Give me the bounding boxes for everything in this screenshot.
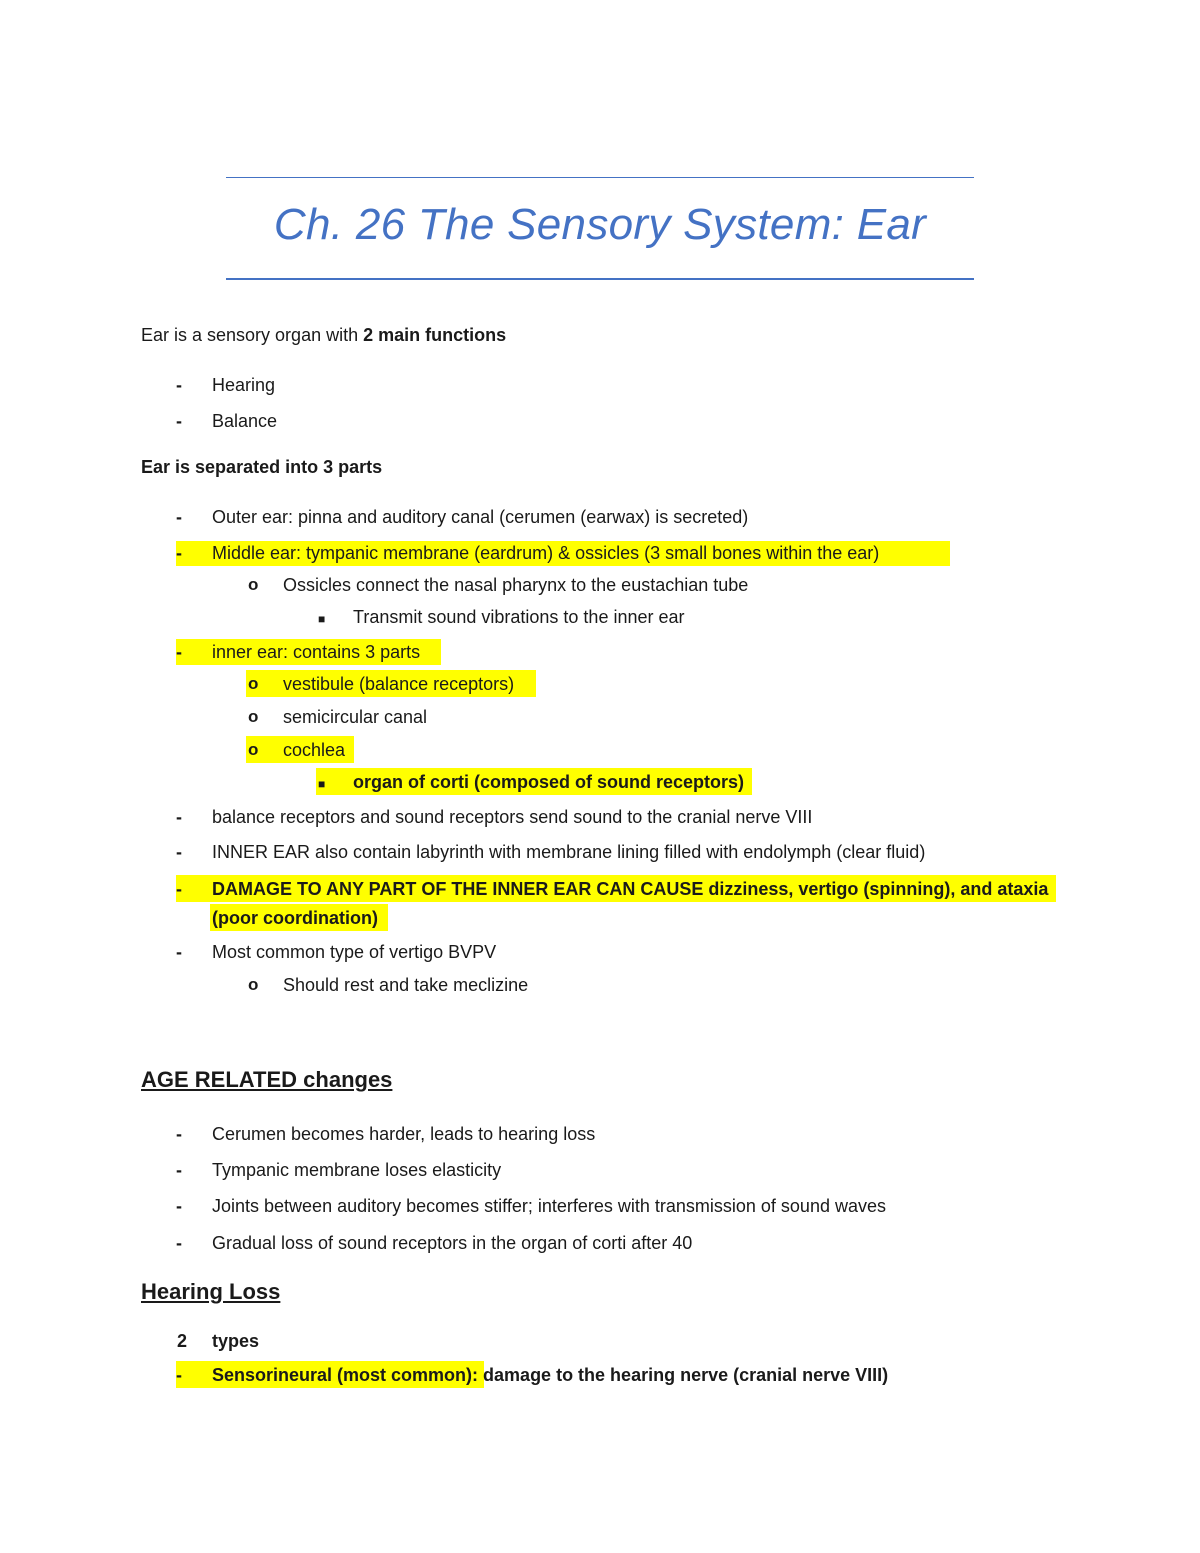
dash-bullet: - bbox=[176, 1233, 182, 1253]
list-item: cochlea bbox=[283, 740, 346, 760]
list-item: Ossicles connect the nasal pharynx to the eustachian tube bbox=[283, 575, 749, 595]
dash-bullet: - bbox=[176, 942, 182, 962]
list-item: vestibule (balance receptors) bbox=[283, 674, 515, 694]
sensorineural-rest: : damage to the hearing nerve (cranial nerve VIII) bbox=[472, 1365, 889, 1385]
sensorineural-highlighted: Sensorineural (most common) bbox=[212, 1365, 473, 1385]
list-item bbox=[212, 1364, 888, 1386]
list-item: balance receptors and sound receptors send sound to the cranial nerve VIII bbox=[212, 807, 813, 827]
list-item: INNER EAR also contain labyrinth with membrane lining filled with endolymph (clear fluid) bbox=[212, 842, 926, 862]
list-item: Joints between auditory becomes stiffer; interferes with transmission of sound waves bbox=[212, 1196, 886, 1216]
list-item: Hearing bbox=[212, 375, 276, 395]
title-rule-bottom bbox=[226, 278, 974, 280]
section-heading-age: AGE RELATED changes bbox=[141, 1067, 393, 1092]
dash-bullet: - bbox=[176, 1160, 182, 1180]
circle-bullet: o bbox=[248, 740, 259, 759]
list-item-continuation: (poor coordination) bbox=[212, 908, 378, 928]
dash-bullet: - bbox=[176, 807, 182, 827]
dash-bullet: - bbox=[176, 411, 182, 431]
list-item: DAMAGE TO ANY PART OF THE INNER EAR CAN CAUSE dizziness, vertigo (spinning), and ataxia bbox=[212, 879, 1049, 899]
list-item: Most common type of vertigo BVPV bbox=[212, 942, 497, 962]
list-item: Outer ear: pinna and auditory canal (cerumen (earwax) is secreted) bbox=[212, 507, 749, 527]
list-item: Cerumen becomes harder, leads to hearing loss bbox=[212, 1124, 596, 1144]
intro-text: Ear is a sensory organ with bbox=[141, 325, 364, 345]
parts-heading: Ear is separated into 3 parts bbox=[141, 457, 383, 477]
square-bullet: ■ bbox=[318, 777, 326, 791]
list-item: types bbox=[212, 1331, 260, 1351]
list-item: inner ear: contains 3 parts bbox=[212, 642, 421, 662]
dash-bullet: - bbox=[176, 375, 182, 395]
circle-bullet: o bbox=[248, 707, 259, 726]
list-item: Middle ear: tympanic membrane (eardrum) & ossicles (3 small bones within the ear) bbox=[212, 543, 880, 563]
dash-bullet: - bbox=[176, 1196, 182, 1216]
list-item: Should rest and take meclizine bbox=[283, 975, 529, 995]
circle-bullet: o bbox=[248, 674, 259, 693]
square-bullet: ■ bbox=[318, 612, 326, 626]
list-item: organ of corti (composed of sound receptors) bbox=[353, 772, 745, 792]
dash-bullet: - bbox=[176, 842, 182, 862]
section-heading-hearing-loss: Hearing Loss bbox=[141, 1279, 281, 1304]
list-item: Balance bbox=[212, 411, 278, 431]
intro-bold: 2 main functions bbox=[363, 325, 507, 345]
page-title: Ch. 26 The Sensory System: Ear bbox=[273, 200, 927, 249]
dash-bullet: - bbox=[176, 1124, 182, 1144]
list-item: semicircular canal bbox=[283, 707, 428, 727]
title-rule-top bbox=[226, 177, 974, 178]
circle-bullet: o bbox=[248, 975, 259, 994]
dash-bullet: - bbox=[176, 507, 182, 527]
list-item: Tympanic membrane loses elasticity bbox=[212, 1160, 502, 1180]
dash-bullet: - bbox=[176, 879, 182, 899]
dash-bullet: - bbox=[176, 1365, 182, 1385]
list-item: Transmit sound vibrations to the inner ear bbox=[353, 607, 685, 627]
list-item: Gradual loss of sound receptors in the organ of corti after 40 bbox=[212, 1233, 693, 1253]
number-marker: 2 bbox=[177, 1331, 188, 1351]
dash-bullet: - bbox=[176, 642, 182, 662]
dash-bullet: - bbox=[176, 543, 182, 563]
circle-bullet: o bbox=[248, 575, 259, 594]
intro-paragraph bbox=[141, 324, 506, 346]
